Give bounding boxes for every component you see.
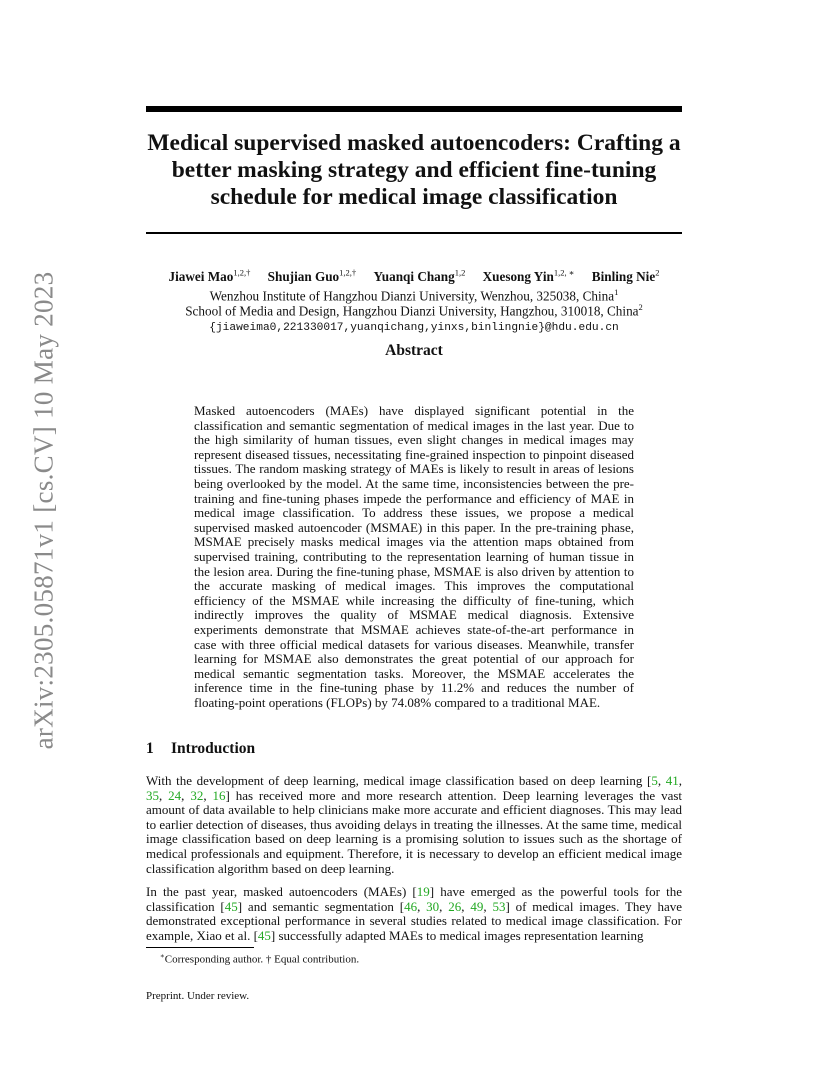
citation-link[interactable]: 32: [190, 787, 204, 803]
paper-title: [146, 130, 682, 211]
citation-link[interactable]: 5: [651, 773, 658, 788]
title-line-3: schedule for medical image classification: [210, 184, 618, 210]
citation-link[interactable]: 45: [257, 927, 271, 943]
affiliation-1: Wenzhou Institute of Hangzhou Dianzi University, Wenzhou, 325038, China$^1$: [209, 287, 619, 304]
abstract-text: Masked autoencoders (MAEs) have displayed significant potential in the classification and semantic segmentation of medical images in the last year. Due to the high similarity of human tissues, even slight changes in medical images may represent diseased tissues, necessitating fine-grained inspection to pinpoint diseased tissues. The random masking strategy of MAEs is likely to result in areas of lesions being overlooked by the model. At the same time, inconsistencies between the pre-training and fine-tuning phases impede the performance and efficiency of MAE in medical image classification. To address these issues, we propose a medical supervised masked autoencoder (MSMAE) in this paper. In the pre-training phase, MSMAE precisely masks medical images via the attention maps obtained from supervised training, contributing to the representation learning of human tissue in the lesion area. During the fine-tuning phase, MSMAE is also driven by attention to the accurate masking of medical images. This improves the computational efficiency of the MSMAE while increasing the difficulty of fine-tuning, which indirectly improves the quality of MSMAE medical diagnosis. Extensive experiments demonstrate that MSMAE achieves state-of-the-art performance in case with three official medical datasets for various diseases. Meanwhile, transfer learning for MSMAE also demonstrates the great potential of our approach for medical semantic segmentation tasks. Moreover, the MSMAE accelerates the inference time in the fine-tuning phase by 11.2% and reduces the number of floating-point operations (FLOPs) by 74.08% compared to a traditional MAE.: [194, 403, 634, 710]
title-bottom-rule: [146, 232, 682, 234]
citation-link[interactable]: 41: [665, 773, 679, 788]
author-emails: {jiaweima0,221330017,yuanqichang,yinxs,binlingnie}@hdu.edu.cn: [209, 322, 619, 334]
author-list: [136, 268, 692, 285]
citation-link[interactable]: 46: [404, 898, 418, 914]
citation-link[interactable]: 49: [470, 898, 484, 914]
footnote-rule: [146, 947, 254, 948]
intro-paragraph-1: With the development of deep learning, medical image classification based on deep learning [5, 41, 35, 24, 32, 16] has received more and more research attention. Deep learning leverages the vast amount of data available to help clinicians make more accurate and efficient diagnoses. This may lead to earlier detection of diseases, thus avoiding delays in treating the illnesses. At the same time, medical image classification based on deep learning is a promising solution to issues such as the shortage of medical professionals and equipment. Therefore, it is necessary to develop an efficient medical image classification algorithm based on deep learning.: [146, 773, 683, 876]
intro-paragraph-2: In the past year, masked autoencoders (MAEs) [19] have emerged as the powerful tools for the classification [45] and semantic segmentation [46, 30, 26, 49, 53] of medical images. They have demonstrated exceptional performance in several studies related to medical image classification. For example, Xiao et al. [45] successfully adapted MAEs to medical images representation learning: [146, 884, 683, 943]
arxiv-identifier: arXiv:2305.05871v1 [cs.CV] 10 May 2023: [28, 271, 59, 749]
author: Xuesong Yin$^{1,2, ∗}$: [482, 268, 575, 285]
citation-link[interactable]: 35: [146, 787, 159, 803]
affiliation-2: School of Media and Design, Hangzhou Dianzi University, Hangzhou, 310018, China$^2$: [185, 302, 643, 319]
citation-link[interactable]: 45: [224, 898, 238, 914]
author: Jiawei Mao$^{1,2,\dagger}$: [168, 268, 251, 285]
citation-link[interactable]: 16: [212, 787, 226, 803]
citation-link[interactable]: 30: [426, 898, 440, 914]
citation-link[interactable]: 53: [492, 898, 506, 914]
title-line-1: Medical supervised masked autoencoders: Crafting a: [147, 130, 681, 156]
preprint-notice: Preprint. Under review.: [146, 990, 250, 1002]
author: Yuanqi Chang$^{1,2}$: [373, 268, 466, 285]
citation-link[interactable]: 24: [168, 787, 182, 803]
footnote: ∗Corresponding author. † Equal contribution.: [160, 952, 360, 966]
abstract-heading: Abstract: [385, 342, 443, 359]
title-line-2: better masking strategy and efficient fine-tuning: [171, 157, 657, 183]
author: Shujian Guo$^{1,2,\dagger}$: [267, 268, 357, 285]
author: Binling Nie$^2$: [591, 268, 660, 285]
title-top-rule: [146, 106, 682, 112]
citation-link[interactable]: 19: [416, 884, 430, 899]
arxiv-sidebar: [22, 260, 66, 760]
section-heading-introduction: 1 Introduction: [146, 740, 256, 757]
citation-link[interactable]: 26: [448, 898, 462, 914]
